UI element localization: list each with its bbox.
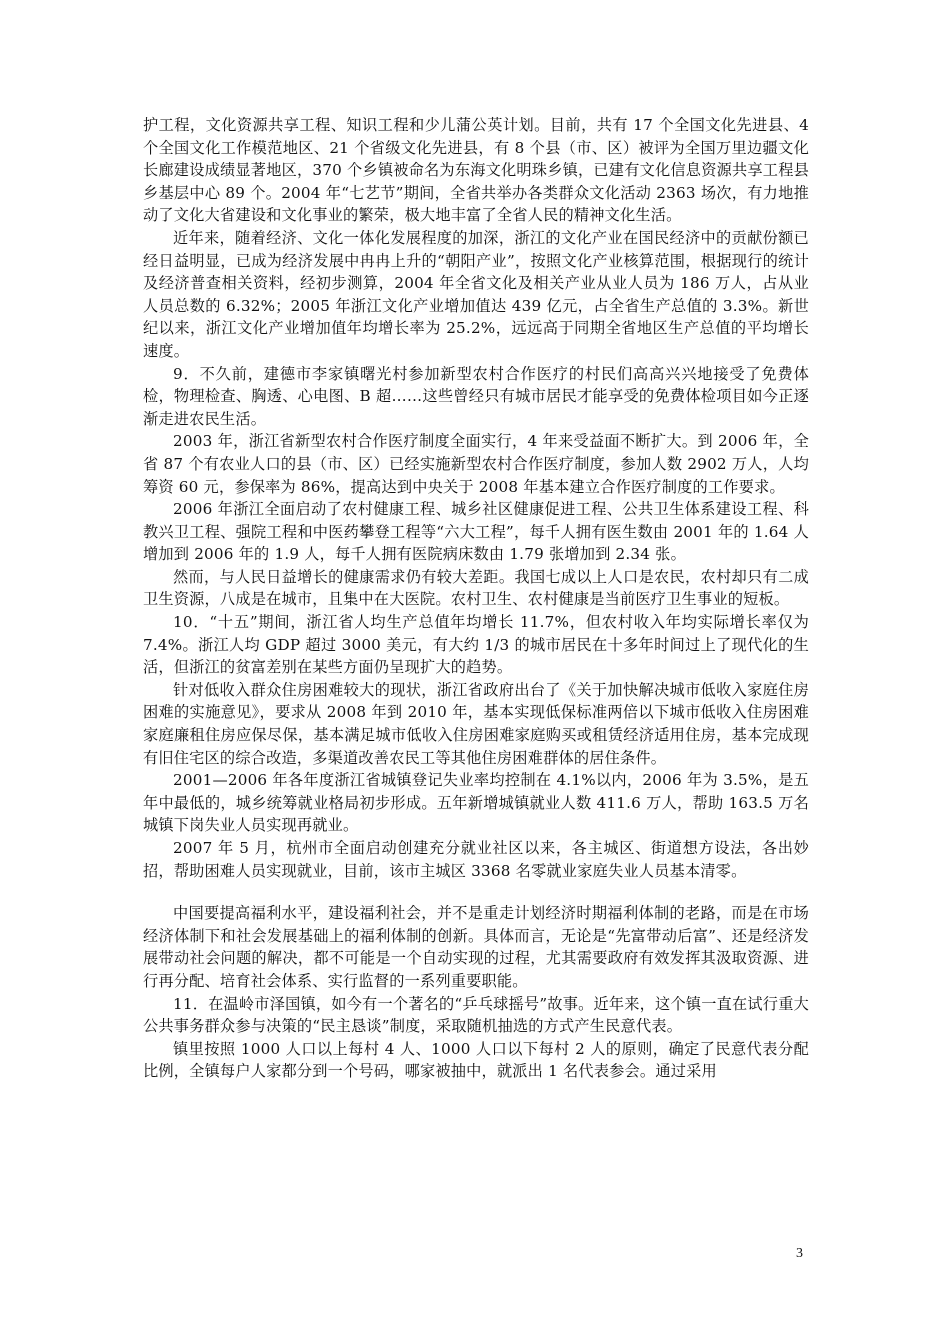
- paragraph: 2006 年浙江全面启动了农村健康工程、城乡社区健康促进工程、公共卫生体系建设工程、科教兴卫工程、强院工程和中医药攀登工程等“六大工程”，每千人拥有医生数由 2001 年的 1.64 人增加到 2006 年的 1.9 人，每千人拥有医院病床数由 1.79 张增加到 2.34 张。: [143, 500, 809, 564]
- paragraph: 2003 年，浙江省新型农村合作医疗制度全面实行，4 年来受益面不断扩大。到 2006 年，全省 87 个有农业人口的县（市、区）已经实施新型农村合作医疗制度，参加人数 2902 万人，人均筹资 60 元，参保率为 86%，提高达到中央关于 2008 年基本建立合作医疗制度的工作要求。: [143, 432, 809, 496]
- page-number: 3: [796, 1246, 803, 1261]
- paragraph: 护工程，文化资源共享工程、知识工程和少儿蒲公英计划。目前，共有 17 个全国文化先进县、4 个全国文化工作模范地区、21 个省级文化先进县，有 8 个县（市、区）被评为全国万里边疆文化长廊建设成绩显著地区，370 个乡镇被命名为东海文化明珠乡镇，已建有文化信息资源共享工程县乡基层中心 89 个。2004 年“七艺节”期间，全省共举办各类群众文化活动 2363 场次，有力地推动了文化大省建设和文化事业的繁荣，极大地丰富了全省人民的精神文化生活。: [143, 116, 809, 225]
- paragraph: 近年来，随着经济、文化一体化发展程度的加深，浙江的文化产业在国民经济中的贡献份额已经日益明显，已成为经济发展中冉冉上升的“朝阳产业”，按照文化产业核算范围，根据现行的统计及经济普查相关资料，经初步测算，2004 年全省文化及相关产业从业人员为 186 万人，占从业人员总数的 6.32%；2005 年浙江文化产业增加值达 439 亿元，占全省生产总值的 3.3%。新世纪以来，浙江文化产业增加值年均增长率为 25.2%，远远高于同期全省地区生产总值的平均增长速度。: [143, 228, 809, 360]
- paragraph: 11．在温岭市泽国镇，如今有一个著名的“乒乓球摇号”故事。近年来，这个镇一直在试行重大公共事务群众参与决策的“民主恳谈”制度，采取随机抽选的方式产生民意代表。: [143, 994, 809, 1036]
- paragraph: 镇里按照 1000 人口以上每村 4 人、1000 人口以下每村 2 人的原则，确定了民意代表分配比例，全镇每户人家都分到一个号码，哪家被抽中，就派出 1 名代表参会。通过采用: [143, 1039, 809, 1081]
- document-body: [143, 114, 809, 1083]
- section-gap: [143, 882, 809, 902]
- paragraph: 9．不久前，建德市李家镇曙光村参加新型农村合作医疗的村民们高高兴兴地接受了免费体检，物理检查、胸透、心电图、B 超……这些曾经只有城市居民才能享受的免费体检项目如今正逐渐走进农民生活。: [143, 364, 809, 428]
- paragraph: 中国要提高福利水平，建设福利社会，并不是重走计划经济时期福利体制的老路，而是在市场经济体制下和社会发展基础上的福利体制的创新。具体而言，无论是“先富带动后富”、还是经济发展带动社会问题的解决，都不可能是一个自动实现的过程，尤其需要政府有效发挥其汲取资源、进行再分配、培育社会体系、实行监督的一系列重要职能。: [143, 904, 809, 990]
- paragraph: 针对低收入群众住房困难较大的现状，浙江省政府出台了《关于加快解决城市低收入家庭住房困难的实施意见》，要求从 2008 年到 2010 年，基本实现低保标准两倍以下城市低收入住房困难家庭廉租住房应保尽保，基本满足城市低收入住房困难家庭购买或租赁经济适用住房，基本完成现有旧住宅区的综合改造，多渠道改善农民工等其他住房困难群体的居住条件。: [143, 680, 810, 767]
- paragraph: 10．“十五”期间，浙江省人均生产总值年均增长 11.7%，但农村收入年均实际增长率仅为 7.4%。浙江人均 GDP 超过 3000 美元，有大约 1/3 的城市居民在十多年时间过上了现代化的生活，但浙江的贫富差别在某些方面仍呈现扩大的趋势。: [143, 613, 809, 677]
- paragraph: 2007 年 5 月，杭州市全面启动创建充分就业社区以来，各主城区、街道想方设法，各出妙招，帮助困难人员实现就业，目前，该市主城区 3368 名零就业家庭失业人员基本清零。: [143, 839, 809, 880]
- paragraph: 2001—2006 年各年度浙江省城镇登记失业率均控制在 4.1%以内，2006 年为 3.5%，是五年中最低的，城乡统筹就业格局初步形成。五年新增城镇就业人数 411.6 万人，帮助 163.5 万名城镇下岗失业人员实现再就业。: [143, 771, 809, 835]
- paragraph: 然而，与人民日益增长的健康需求仍有较大差距。我国七成以上人口是农民，农村却只有二成卫生资源，八成是在城市，且集中在大医院。农村卫生、农村健康是当前医疗卫生事业的短板。: [143, 567, 809, 609]
